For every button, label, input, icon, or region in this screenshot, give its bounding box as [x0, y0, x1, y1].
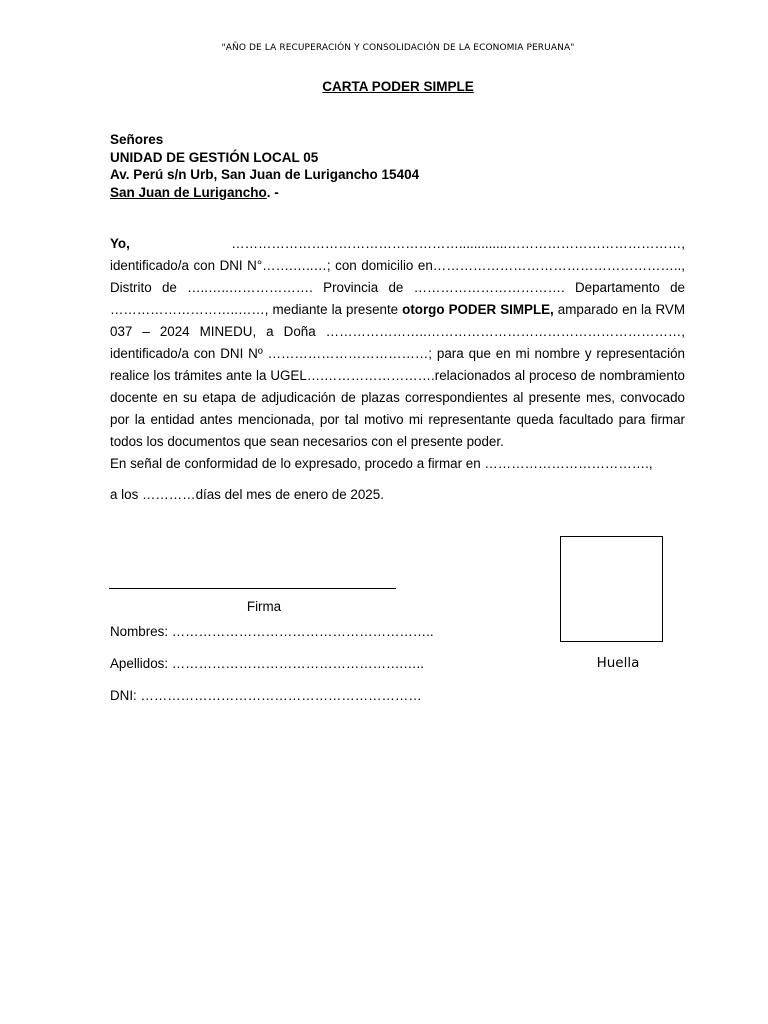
entity-name: UNIDAD DE GESTIÓN LOCAL 05 [110, 149, 319, 165]
firma-label: Firma [246, 599, 282, 614]
p1-post: amparado en la RVM 037 – 2024 MINEDU, a Doña …………………..…………………………………………………, identificado/a con DNI Nº ………………………………; para que en mi nombre y representación realice los trámites ante la UGEL….…………………….relacionados al proceso de nombramiento docente en su etapa de adjudicación de plazas correspondientes al presente mes, convocado por la entidad antes mencionada, por tal motivo mi representante queda facultado para firmar todos los documentos que sean necesarios con el presente poder. [110, 302, 685, 449]
document-title: CARTA PODER SIMPLE [322, 79, 474, 94]
signature-line [109, 588, 396, 589]
yo-label: Yo, [110, 236, 130, 251]
dni-field: DNI: ……………………………………………………… [110, 688, 422, 703]
motto-header: "AÑO DE LA RECUPERACIÓN Y CONSOLIDACIÓN DE LA ECONOMIA PERUANA" [221, 43, 575, 53]
main-paragraph [110, 255, 685, 453]
salutation: Señores [110, 132, 164, 147]
p1-pre: identificado/a con DNI N°…….…..…; con domicilio en……………………………………………….., Distrito de …..…..………………. Provincia de ……………………………. Departamento de ………………………..……, mediante la presente [110, 258, 685, 317]
fingerprint-box [560, 536, 663, 642]
nombres-field: Nombres: ………………………………………………….. [110, 624, 434, 639]
yo-dots: …………………………………………….............…………………………………, [231, 236, 685, 251]
letter-body [110, 233, 685, 475]
entity-city-line [110, 184, 419, 202]
yo-line [110, 233, 685, 255]
p1-bold: otorgo PODER SIMPLE, [402, 302, 554, 317]
conformity-paragraph: En señal de conformidad de lo expresado, procedo a firmar en ………………………………., [110, 456, 653, 471]
entity-city-suffix: . - [266, 184, 279, 200]
addressee-block [110, 131, 419, 201]
apellidos-field: Apellidos: …………………………………………….….. [110, 656, 424, 671]
entity-city: San Juan de Lurigancho [110, 184, 267, 200]
date-line: a los …………días del mes de enero de 2025. [110, 487, 384, 502]
entity-address: Av. Perú s/n Urb, San Juan de Lurigancho 15404 [110, 167, 420, 182]
huella-label: Huella [596, 655, 640, 671]
